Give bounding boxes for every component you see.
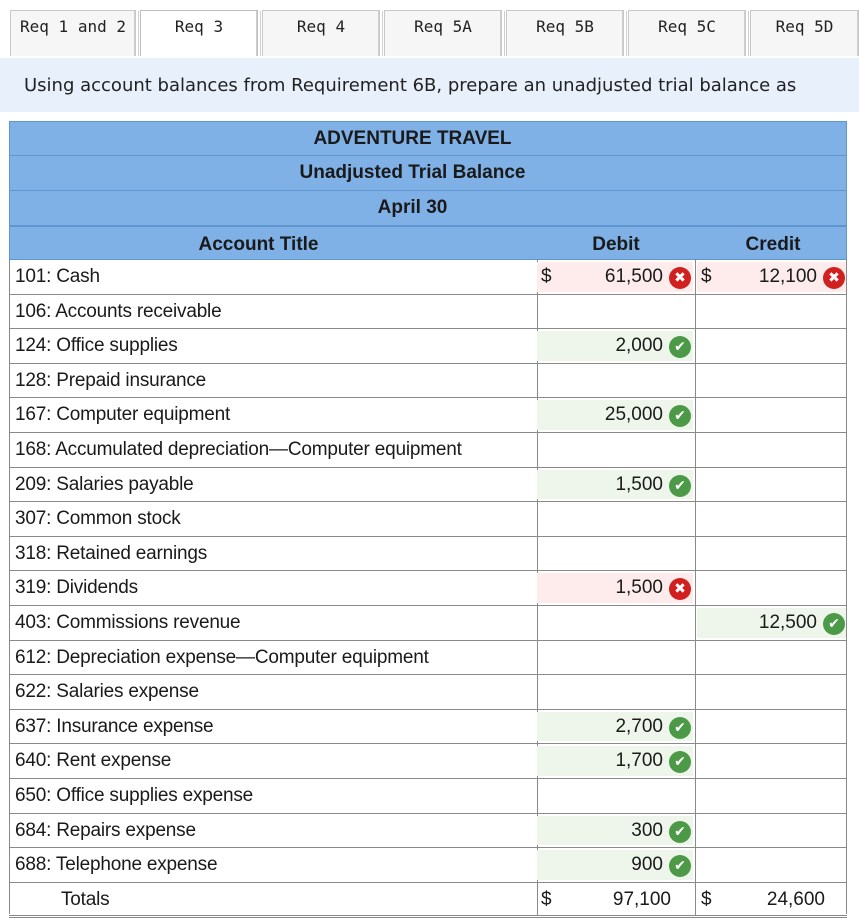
cross-icon: ✖ bbox=[669, 267, 691, 289]
column-divider bbox=[695, 883, 696, 916]
debit-amount: 25,000 bbox=[604, 404, 663, 426]
table-row bbox=[9, 641, 847, 676]
debit-input[interactable] bbox=[537, 470, 693, 500]
debit-amount: 900 bbox=[631, 854, 663, 876]
account-title: 318: Retained earnings bbox=[15, 542, 208, 564]
debit-input[interactable] bbox=[537, 643, 693, 673]
column-divider bbox=[695, 710, 696, 744]
column-divider bbox=[695, 537, 696, 571]
debit-input[interactable] bbox=[537, 677, 693, 707]
debit-input[interactable] bbox=[537, 400, 693, 430]
company-name: ADVENTURE TRAVEL bbox=[313, 127, 512, 149]
account-title: 637: Insurance expense bbox=[15, 715, 214, 737]
statement-date-header bbox=[9, 191, 847, 226]
currency-symbol: $ bbox=[701, 888, 712, 910]
credit-input[interactable] bbox=[697, 297, 847, 327]
check-icon: ✔ bbox=[669, 821, 691, 843]
account-title: 168: Accumulated depreciation—Computer equipment bbox=[15, 439, 462, 460]
requirement-tabs bbox=[0, 0, 859, 58]
check-icon: ✔ bbox=[669, 855, 691, 877]
credit-input[interactable] bbox=[697, 746, 847, 776]
debit-amount: 2,000 bbox=[615, 335, 663, 357]
account-title: 307: Common stock bbox=[15, 508, 181, 530]
debit-input[interactable] bbox=[537, 746, 693, 776]
table-row bbox=[9, 675, 847, 710]
table-row bbox=[9, 744, 847, 779]
credit-input[interactable] bbox=[697, 366, 847, 396]
credit-amount: 24,600 bbox=[766, 888, 825, 910]
column-divider bbox=[695, 571, 696, 605]
account-title: 128: Prepaid insurance bbox=[15, 369, 207, 391]
debit-input[interactable] bbox=[537, 608, 693, 638]
tab-label: Req 5D bbox=[775, 17, 834, 36]
statement-date: April 30 bbox=[377, 197, 448, 218]
table-left-border bbox=[9, 260, 10, 914]
debit-input bbox=[537, 885, 693, 914]
table-row bbox=[9, 571, 847, 606]
credit-input bbox=[697, 885, 847, 914]
column-divider bbox=[695, 468, 696, 502]
table-right-border bbox=[846, 260, 847, 914]
column-divider bbox=[695, 502, 696, 536]
account-title: 622: Salaries expense bbox=[15, 681, 199, 703]
credit-input[interactable] bbox=[697, 400, 847, 430]
account-title: 101: Cash bbox=[15, 266, 100, 287]
debit-input[interactable] bbox=[537, 262, 693, 292]
statement-title: Unadjusted Trial Balance bbox=[299, 162, 526, 183]
totals-label: Totals bbox=[61, 888, 110, 910]
check-icon: ✔ bbox=[669, 405, 691, 427]
tab-req-5a[interactable] bbox=[384, 10, 502, 56]
totals-row bbox=[9, 883, 847, 919]
credit-input[interactable] bbox=[697, 643, 847, 673]
credit-input[interactable] bbox=[697, 608, 847, 638]
credit-amount: 12,500 bbox=[758, 612, 817, 633]
company-name-header bbox=[9, 121, 847, 156]
tab-req-3[interactable] bbox=[140, 10, 258, 56]
tab-req-4[interactable] bbox=[262, 10, 380, 56]
column-divider bbox=[695, 260, 696, 294]
credit-input[interactable] bbox=[697, 781, 847, 811]
currency-symbol: $ bbox=[701, 266, 712, 287]
table-row bbox=[9, 537, 847, 572]
debit-amount: 97,100 bbox=[612, 888, 671, 910]
table-row bbox=[9, 502, 847, 537]
account-title: 650: Office supplies expense bbox=[15, 785, 254, 806]
table-row bbox=[9, 468, 847, 503]
account-title: 319: Dividends bbox=[15, 577, 138, 599]
tab-req-5b[interactable] bbox=[506, 10, 624, 56]
instruction-text: Using account balances from Requirement 6B, prepare an unadjusted trial balance as bbox=[0, 58, 859, 112]
cross-icon: ✖ bbox=[823, 267, 845, 289]
column-divider bbox=[695, 848, 696, 882]
column-divider bbox=[695, 398, 696, 432]
table-row bbox=[9, 814, 847, 849]
credit-input[interactable] bbox=[697, 850, 847, 880]
debit-amount: 1,500 bbox=[615, 473, 663, 495]
check-icon: ✔ bbox=[669, 336, 691, 358]
debit-input[interactable] bbox=[537, 435, 693, 465]
column-divider bbox=[695, 295, 696, 329]
debit-amount: 2,700 bbox=[615, 715, 663, 737]
column-divider bbox=[695, 814, 696, 848]
debit-input[interactable] bbox=[537, 297, 693, 327]
tab-label: Req 4 bbox=[296, 17, 346, 36]
column-divider bbox=[695, 744, 696, 778]
table-row bbox=[9, 364, 847, 399]
currency-symbol: $ bbox=[541, 266, 552, 287]
debit-input[interactable] bbox=[537, 850, 693, 880]
tab-label: Req 5B bbox=[536, 17, 594, 36]
statement-title-header bbox=[9, 156, 847, 191]
check-icon: ✔ bbox=[669, 475, 691, 497]
table-row bbox=[9, 606, 847, 641]
account-title-header: Account Title bbox=[198, 234, 319, 255]
tab-label: Req 3 bbox=[174, 17, 224, 36]
debit-input[interactable] bbox=[537, 712, 693, 742]
debit-input[interactable] bbox=[537, 573, 693, 603]
debit-header: Debit bbox=[592, 234, 640, 255]
debit-amount: 1,500 bbox=[615, 577, 663, 599]
credit-input[interactable] bbox=[697, 712, 847, 742]
debit-input[interactable] bbox=[537, 504, 693, 534]
table-row bbox=[9, 295, 847, 330]
table-row bbox=[9, 779, 847, 814]
cross-icon: ✖ bbox=[669, 578, 691, 600]
column-header-row bbox=[9, 226, 847, 260]
check-icon: ✔ bbox=[669, 717, 691, 739]
credit-input[interactable] bbox=[697, 262, 847, 292]
account-title: 688: Telephone expense bbox=[15, 854, 218, 876]
column-divider bbox=[695, 433, 696, 467]
debit-input[interactable] bbox=[537, 539, 693, 569]
tab-label: Req 5C bbox=[658, 17, 716, 36]
column-divider bbox=[695, 675, 696, 709]
debit-input[interactable] bbox=[537, 331, 693, 361]
tab-req-1-and-2[interactable] bbox=[10, 10, 136, 56]
tab-req-5c[interactable] bbox=[628, 10, 746, 56]
credit-input[interactable] bbox=[697, 504, 847, 534]
account-title: 640: Rent expense bbox=[15, 750, 172, 772]
credit-input[interactable] bbox=[697, 573, 847, 603]
debit-input[interactable] bbox=[537, 781, 693, 811]
table-row bbox=[9, 398, 847, 433]
column-divider bbox=[695, 606, 696, 640]
table-row bbox=[9, 433, 847, 468]
credit-input[interactable] bbox=[697, 435, 847, 465]
account-title: 209: Salaries payable bbox=[15, 473, 194, 495]
column-divider bbox=[695, 641, 696, 675]
credit-header: Credit bbox=[745, 234, 801, 255]
tab-req-5d[interactable] bbox=[750, 10, 859, 56]
credit-input[interactable] bbox=[697, 677, 847, 707]
tab-label: Req 5A bbox=[414, 17, 472, 36]
credit-input[interactable] bbox=[697, 539, 847, 569]
credit-input[interactable] bbox=[697, 470, 847, 500]
column-divider bbox=[695, 329, 696, 363]
debit-amount: 1,700 bbox=[615, 750, 663, 772]
tab-label: Req 1 and 2 bbox=[20, 17, 126, 36]
table-row bbox=[9, 329, 847, 364]
table-row bbox=[9, 260, 847, 295]
column-divider bbox=[695, 364, 696, 398]
account-title: 106: Accounts receivable bbox=[15, 300, 222, 322]
debit-input[interactable] bbox=[537, 366, 693, 396]
credit-input[interactable] bbox=[697, 816, 847, 846]
credit-input[interactable] bbox=[697, 331, 847, 361]
account-title: 612: Depreciation expense—Computer equipment bbox=[15, 646, 429, 668]
account-title: 403: Commissions revenue bbox=[15, 612, 241, 633]
debit-amount: 61,500 bbox=[604, 266, 663, 287]
credit-amount: 12,100 bbox=[758, 266, 817, 287]
account-title: 167: Computer equipment bbox=[15, 404, 231, 426]
table-row bbox=[9, 710, 847, 745]
debit-input[interactable] bbox=[537, 816, 693, 846]
check-icon: ✔ bbox=[823, 613, 845, 635]
account-title: 684: Repairs expense bbox=[15, 819, 196, 841]
currency-symbol: $ bbox=[541, 888, 552, 910]
check-icon: ✔ bbox=[669, 751, 691, 773]
column-divider bbox=[695, 779, 696, 813]
table-row bbox=[9, 848, 847, 883]
account-title: 124: Office supplies bbox=[15, 335, 178, 357]
debit-amount: 300 bbox=[631, 819, 663, 841]
